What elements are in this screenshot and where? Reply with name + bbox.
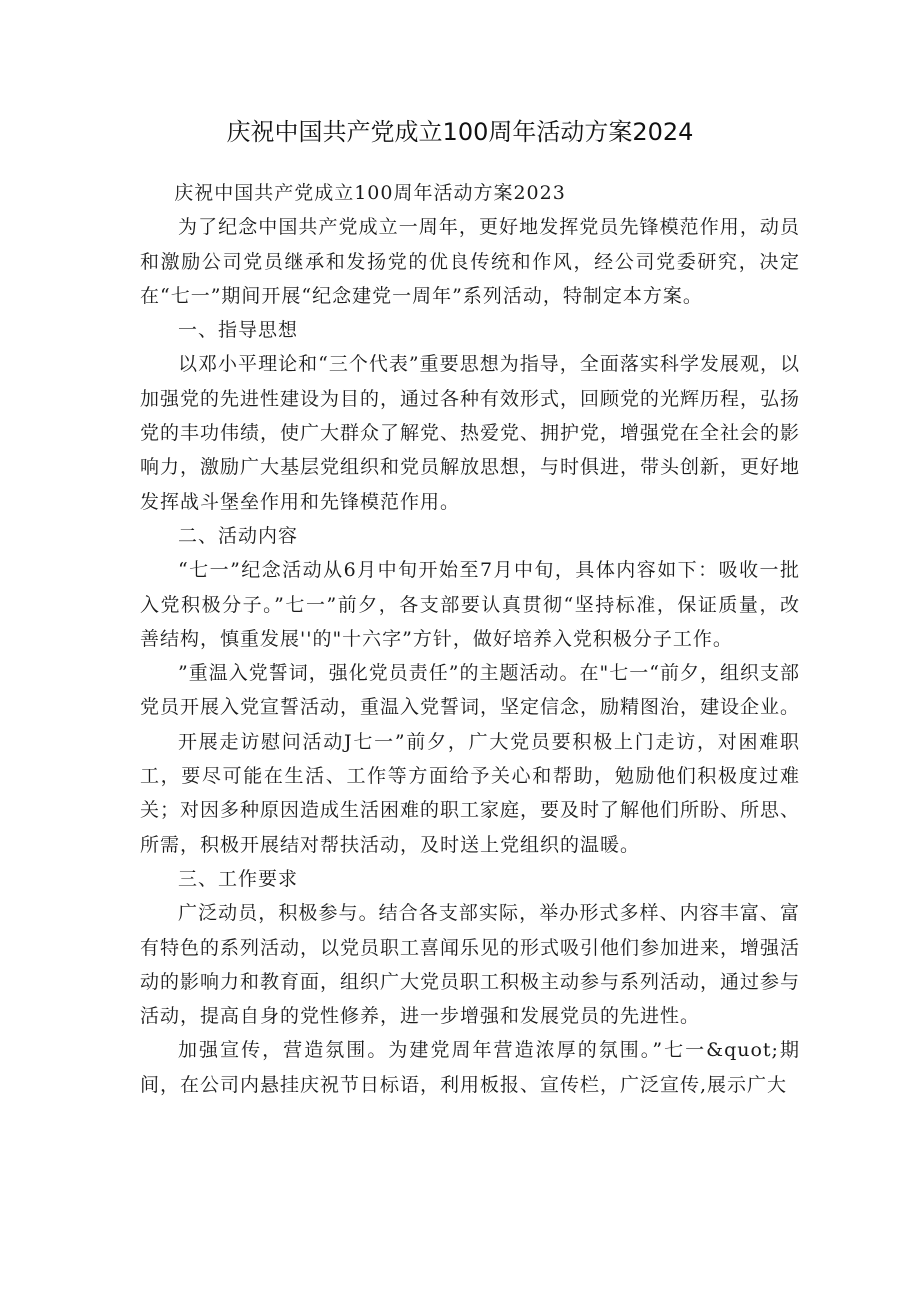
section-heading-guiding-thought: 一、指导思想 (178, 319, 299, 342)
paragraph-activity-visit: 开展走访慰问活动J七一”前夕，广大党员要积极上门走访，对困难职工，要尽可能在生活、工作等方面给予关心和帮助，勉励他们积极度过难关；对因多种原因造成生活困难的职工家庭，要及时了解他们所盼、所思、所需，积极开展结对帮扶活动，及时送上党组织的温暖。 (140, 730, 801, 856)
paragraph-guiding-thought: 以邓小平理论和“三个代表”重要思想为指导，全面落实科学发展观，以加强党的先进性建设为目的，通过各种有效形式，回顾党的光辉历程，弘扬党的丰功伟绩，使广大群众了解党、热爱党、拥护党，增强党在全社会的影响力，激励广大基层党组织和党员解放思想，与时俱进，带头创新，更好地发挥战斗堡垒作用和先锋模范作用。 (140, 353, 801, 513)
paragraph-intro: 为了纪念中国共产党成立一周年，更好地发挥党员先锋模范作用，动员和激励公司党员继承和发扬党的优良传统和作风，经公司党委研究，决定在“七一”期间开展“纪念建党一周年”系列活动，特制定本方案。 (140, 216, 800, 307)
document-body (140, 176, 800, 1102)
paragraph-mobilize: 广泛动员，积极参与。结合各支部实际，举办形式多样、内容丰富、富有特色的系列活动，以党员职工喜闻乐见的形式吸引他们参加进来，增强活动的影响力和教育面，组织广大党员职工积极主动参与系列活动，通过参与活动，提高自身的党性修养，进一步增强和发展党员的先进性。 (140, 902, 801, 1028)
section-heading-activity-content: 二、活动内容 (178, 524, 299, 547)
section-heading-work-requirements: 三、工作要求 (178, 867, 299, 890)
paragraph-publicity: 加强宣传，营造氛围。为建党周年营造浓厚的氛围。”七一&quot;期间，在公司内悬挂庆祝节日标语，利用板报、宣传栏，广泛宣传,展示广大 (140, 1039, 800, 1096)
document-subtitle: 庆祝中国共产党成立100周年活动方案2023 (174, 182, 566, 204)
paragraph-activity-oath: ”重温入党誓词，强化党员责任”的主题活动。在"七一“前夕，组织支部党员开展入党宣誓活动，重温入党誓词，坚定信念，励精图治，建设企业。 (140, 662, 801, 719)
paragraph-activity-recruit: “七一”纪念活动从6月中旬开始至7月中旬，具体内容如下：吸收一批入党积极分子。”七一”前夕，各支部要认真贯彻“坚持标准，保证质量，改善结构，慎重发展''的"十六字”方针，做好培养入党积极分子工作。 (140, 559, 800, 650)
document-title: 庆祝中国共产党成立100周年活动方案2024 (226, 118, 694, 146)
